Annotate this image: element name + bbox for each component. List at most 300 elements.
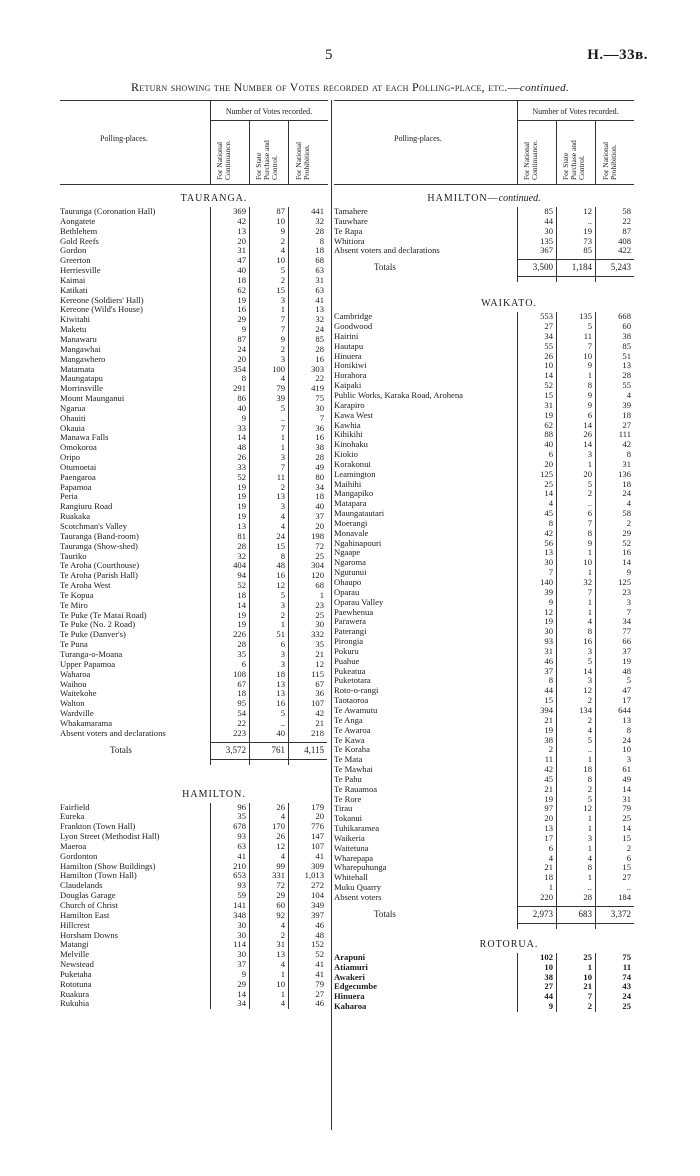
polling-place-name: Te Koraha bbox=[334, 744, 370, 755]
votes-state-purchase: 3 bbox=[280, 658, 285, 669]
votes-continuance: 39 bbox=[544, 586, 553, 597]
votes-prohibition: 21 bbox=[315, 648, 324, 659]
votes-state-purchase: 5 bbox=[587, 734, 592, 745]
votes-prohibition: 272 bbox=[311, 880, 324, 891]
votes-prohibition: 309 bbox=[311, 860, 324, 871]
votes-continuance: 26 bbox=[544, 350, 553, 361]
votes-prohibition: 32 bbox=[315, 314, 324, 325]
column-rule bbox=[249, 207, 250, 765]
votes-prohibition: 152 bbox=[311, 939, 324, 950]
votes-continuance: 44 bbox=[544, 991, 553, 1002]
polling-place-name: Hautapu bbox=[334, 340, 364, 351]
votes-prohibition: 3 bbox=[626, 754, 631, 765]
column-rule bbox=[595, 953, 596, 1012]
polling-place-name: Parawera bbox=[334, 616, 366, 627]
votes-continuance: 19 bbox=[544, 409, 553, 420]
votes-prohibition: 408 bbox=[618, 235, 631, 246]
votes-continuance: 7 bbox=[548, 567, 553, 578]
polling-place-name: Matangi bbox=[60, 939, 89, 950]
votes-recorded-heading: Number of Votes recorded. bbox=[210, 107, 328, 121]
votes-state-purchase: 72 bbox=[276, 880, 285, 891]
votes-prohibition: 14 bbox=[622, 783, 631, 794]
votes-state-purchase: 2 bbox=[280, 235, 285, 246]
polling-place-name: Cambridge bbox=[334, 311, 373, 322]
votes-prohibition: 58 bbox=[622, 508, 631, 519]
votes-continuance: 52 bbox=[237, 580, 246, 591]
votes-state-purchase: 7 bbox=[587, 517, 592, 528]
votes-prohibition: 55 bbox=[622, 380, 631, 391]
polling-place-name: Paengaroa bbox=[60, 471, 96, 482]
votes-prohibition: 15 bbox=[622, 862, 631, 873]
votes-state-purchase: 6 bbox=[280, 639, 285, 650]
votes-prohibition: 36 bbox=[315, 688, 324, 699]
votes-prohibition: 16 bbox=[315, 353, 324, 364]
heading-state-purchase-right: For State Purchase and Control. bbox=[561, 140, 586, 180]
votes-continuance: 37 bbox=[544, 665, 553, 676]
total-continuance: 2,973 bbox=[532, 908, 553, 919]
polling-place-name: Moerangi bbox=[334, 517, 368, 528]
votes-continuance: 38 bbox=[544, 734, 553, 745]
hamilton-rows bbox=[60, 803, 328, 1010]
polling-place-name: Maungatautari bbox=[334, 508, 385, 519]
votes-continuance: 6 bbox=[548, 449, 553, 460]
votes-prohibition: 18 bbox=[315, 245, 324, 256]
votes-state-purchase: 1 bbox=[280, 304, 285, 315]
totals-label: Totals bbox=[110, 744, 132, 755]
hamilton_cont-rows bbox=[334, 207, 634, 256]
votes-continuance: 9 bbox=[241, 412, 246, 423]
polling-place-name: Public Works, Karaka Road, Arohena bbox=[334, 389, 463, 400]
polling-place-name: Herriesville bbox=[60, 265, 101, 276]
votes-continuance: 25 bbox=[544, 478, 553, 489]
votes-state-purchase: 9 bbox=[280, 333, 285, 344]
polling-place-name: Waharoa bbox=[60, 668, 91, 679]
votes-prohibition: 397 bbox=[311, 909, 324, 920]
votes-state-purchase: 31 bbox=[276, 939, 285, 950]
votes-prohibition: 20 bbox=[315, 521, 324, 531]
tauranga-rows bbox=[60, 207, 328, 739]
votes-continuance: 38 bbox=[544, 971, 553, 982]
votes-prohibition: 1 bbox=[319, 589, 324, 600]
votes-state-purchase: 5 bbox=[587, 321, 592, 332]
votes-continuance: 678 bbox=[233, 821, 246, 832]
polling-place-name: Absent voters and declarations bbox=[334, 245, 440, 256]
polling-place-name: Waitekohe bbox=[60, 688, 97, 699]
votes-state-purchase: 8 bbox=[280, 550, 285, 561]
column-rule bbox=[249, 803, 250, 1010]
votes-prohibition: 43 bbox=[622, 981, 631, 992]
votes-prohibition: 23 bbox=[315, 599, 324, 610]
votes-state-purchase: 1 bbox=[280, 968, 285, 979]
polling-place-name: Maeroa bbox=[60, 840, 87, 851]
polling-place-name: Manawa Falls bbox=[60, 432, 109, 443]
votes-prohibition: 31 bbox=[622, 458, 631, 469]
votes-continuance: 19 bbox=[544, 724, 553, 735]
votes-continuance: 19 bbox=[237, 491, 246, 502]
votes-state-purchase: 4 bbox=[280, 511, 285, 522]
votes-state-purchase: 4 bbox=[587, 852, 592, 863]
polling-place-name: Maketu bbox=[60, 324, 87, 335]
votes-continuance: 42 bbox=[237, 215, 246, 226]
votes-state-purchase: 5 bbox=[280, 402, 285, 413]
votes-continuance: 223 bbox=[233, 727, 246, 738]
votes-continuance: 102 bbox=[540, 951, 553, 962]
votes-prohibition: 20 bbox=[315, 811, 324, 822]
votes-prohibition: 68 bbox=[315, 255, 324, 266]
votes-state-purchase: 18 bbox=[276, 668, 285, 679]
votes-continuance: 87 bbox=[237, 333, 246, 344]
polling-place-name: Arapuni bbox=[334, 951, 366, 962]
votes-continuance: 34 bbox=[237, 998, 246, 1009]
votes-state-purchase: 1 bbox=[587, 567, 592, 578]
votes-prohibition: 2 bbox=[626, 517, 631, 528]
votes-prohibition: 27 bbox=[622, 419, 631, 430]
votes-prohibition: 74 bbox=[622, 971, 631, 982]
polling-place-name: Edgecumbe bbox=[334, 981, 377, 992]
votes-prohibition: 18 bbox=[622, 409, 631, 420]
votes-state-purchase: 9 bbox=[587, 360, 592, 371]
votes-continuance: 14 bbox=[544, 370, 553, 381]
votes-continuance: 13 bbox=[544, 823, 553, 834]
votes-state-purchase: 13 bbox=[276, 949, 285, 960]
votes-state-purchase: 10 bbox=[276, 978, 285, 989]
votes-state-purchase: 2 bbox=[280, 343, 285, 354]
column-rule bbox=[595, 312, 596, 929]
polling-place-name: Upper Papamoa bbox=[60, 658, 116, 669]
polling-place-name: Absent voters bbox=[334, 892, 382, 902]
polling-place-name: Horahora bbox=[334, 370, 367, 381]
polling-place-name: Te Puna bbox=[60, 639, 88, 650]
votes-continuance: 653 bbox=[233, 870, 246, 881]
votes-prohibition: 4 bbox=[626, 498, 631, 509]
votes-continuance: 86 bbox=[237, 393, 246, 404]
column-rule bbox=[517, 953, 518, 1012]
votes-state-purchase: 4 bbox=[280, 245, 285, 256]
votes-continuance: 14 bbox=[544, 488, 553, 499]
polling-place-name: Kiokio bbox=[334, 449, 358, 460]
votes-state-purchase: 1 bbox=[280, 988, 285, 999]
votes-state-purchase: 3 bbox=[587, 449, 592, 460]
votes-state-purchase: 1 bbox=[587, 458, 592, 469]
polling-place-name: Kawhia bbox=[334, 419, 361, 430]
polling-place-name: Frankton (Town Hall) bbox=[60, 821, 136, 832]
votes-prohibition: 60 bbox=[622, 321, 631, 332]
votes-recorded-heading-right: Number of Votes recorded. bbox=[517, 107, 634, 121]
votes-state-purchase: 16 bbox=[276, 570, 285, 581]
polling-place-name: Te Puke (Te Matai Road) bbox=[60, 609, 147, 620]
waikato-section bbox=[334, 296, 634, 925]
votes-continuance: 210 bbox=[233, 860, 246, 871]
votes-state-purchase: 4 bbox=[280, 959, 285, 970]
votes-state-purchase: 1 bbox=[587, 823, 592, 834]
polling-place-name: Kinohaku bbox=[334, 439, 368, 450]
votes-continuance: 35 bbox=[237, 648, 246, 659]
votes-prohibition: 7 bbox=[626, 606, 631, 617]
votes-prohibition: 85 bbox=[622, 340, 631, 351]
polling-place-name: Ngutunui bbox=[334, 567, 367, 578]
polling-place-name: Lyon Street (Methodist Hall) bbox=[60, 831, 160, 842]
polling-place-name: Te Awamutu bbox=[334, 704, 378, 715]
votes-continuance: 96 bbox=[237, 801, 246, 812]
votes-continuance: 6 bbox=[548, 842, 553, 853]
votes-continuance: 354 bbox=[233, 363, 246, 374]
votes-continuance: 31 bbox=[237, 245, 246, 256]
column-rule bbox=[556, 312, 557, 929]
polling-place-name: Hamilton East bbox=[60, 909, 110, 920]
totals-label: Totals bbox=[374, 908, 396, 919]
votes-state-purchase: 7 bbox=[280, 324, 285, 335]
votes-state-purchase: 4 bbox=[587, 724, 592, 735]
polling-place-name: Te Rapa bbox=[334, 225, 363, 236]
votes-prohibition: 31 bbox=[622, 793, 631, 804]
votes-continuance: 20 bbox=[544, 458, 553, 469]
votes-state-purchase: 7 bbox=[587, 340, 592, 351]
votes-continuance: 54 bbox=[237, 708, 246, 719]
votes-state-purchase: 13 bbox=[276, 491, 285, 502]
polling-place-name: Ngaape bbox=[334, 547, 361, 558]
votes-continuance: 33 bbox=[237, 461, 246, 472]
votes-state-purchase: 20 bbox=[583, 468, 592, 479]
votes-state-purchase: 11 bbox=[276, 471, 285, 482]
votes-state-purchase: 6 bbox=[587, 409, 592, 420]
votes-continuance: 19 bbox=[237, 609, 246, 620]
votes-state-purchase: 3 bbox=[280, 353, 285, 364]
votes-continuance: 8 bbox=[548, 517, 553, 528]
polling-place-name: Omokoroa bbox=[60, 442, 97, 453]
votes-state-purchase: 15 bbox=[276, 284, 285, 295]
votes-continuance: 31 bbox=[544, 645, 553, 656]
votes-continuance: 8 bbox=[241, 373, 246, 384]
votes-state-purchase: 1 bbox=[587, 596, 592, 607]
polling-place-name: Peria bbox=[60, 491, 78, 502]
votes-continuance: 21 bbox=[544, 862, 553, 873]
votes-prohibition: 29 bbox=[622, 527, 631, 538]
votes-prohibition: 49 bbox=[315, 461, 324, 472]
waikato-rows bbox=[334, 312, 634, 903]
votes-state-purchase: 79 bbox=[276, 383, 285, 394]
votes-prohibition: 75 bbox=[622, 951, 631, 962]
polling-place-name: Te Kawa bbox=[334, 734, 365, 745]
total-state-purchase: 683 bbox=[578, 908, 592, 919]
section-title-hamilton-continued: HAMILTON—continued. bbox=[427, 193, 541, 204]
votes-state-purchase: 1 bbox=[587, 813, 592, 824]
votes-state-purchase: 73 bbox=[583, 235, 592, 246]
votes-continuance: 30 bbox=[237, 929, 246, 940]
votes-prohibition: 85 bbox=[315, 333, 324, 344]
votes-state-purchase: 9 bbox=[280, 225, 285, 236]
votes-state-purchase: 4 bbox=[587, 616, 592, 627]
votes-continuance: 12 bbox=[544, 606, 553, 617]
votes-prohibition: 77 bbox=[622, 626, 631, 637]
votes-prohibition: 12 bbox=[315, 658, 324, 669]
votes-state-purchase: 6 bbox=[587, 508, 592, 519]
polling-place-name: Morrinsville bbox=[60, 383, 103, 394]
votes-continuance: 45 bbox=[544, 508, 553, 519]
polling-place-name: Hinuera bbox=[334, 350, 362, 361]
votes-state-purchase: 2 bbox=[587, 1001, 592, 1012]
votes-prohibition: 24 bbox=[622, 734, 631, 745]
section-title-rotorua: ROTORUA. bbox=[479, 938, 539, 950]
section-title-hamilton: HAMILTON. bbox=[182, 788, 246, 800]
heading-national-prohibition-right: For National Prohibition. bbox=[601, 141, 618, 180]
polling-place-name: Manawaru bbox=[60, 333, 97, 344]
votes-continuance: 9 bbox=[548, 1001, 553, 1012]
votes-state-purchase: 134 bbox=[579, 704, 592, 715]
total-prohibition: 5,243 bbox=[610, 262, 631, 273]
polling-place-name: Ngahinapouri bbox=[334, 537, 382, 548]
votes-state-purchase: 10 bbox=[276, 215, 285, 226]
polling-place-name: Wharepuhunga bbox=[334, 862, 387, 873]
polling-place-name: Mangapiko bbox=[334, 488, 374, 499]
polling-place-name: Ohauiti bbox=[60, 412, 86, 423]
column-rule bbox=[556, 953, 557, 1012]
votes-prohibition: 63 bbox=[315, 284, 324, 295]
votes-continuance: 28 bbox=[237, 540, 246, 551]
votes-state-purchase: 4 bbox=[280, 521, 285, 531]
votes-state-purchase: 1 bbox=[280, 442, 285, 453]
votes-state-purchase: .. bbox=[280, 717, 285, 728]
votes-state-purchase: 51 bbox=[276, 629, 285, 640]
polling-place-name: Bethlehem bbox=[60, 225, 98, 236]
votes-prohibition: 42 bbox=[315, 708, 324, 719]
votes-prohibition: 40 bbox=[315, 501, 324, 512]
title-main: Return showing the Number of Votes recorded at each Polling-place, etc.— bbox=[130, 80, 520, 94]
votes-continuance: 348 bbox=[233, 909, 246, 920]
votes-state-purchase: 1 bbox=[587, 754, 592, 765]
votes-continuance: 18 bbox=[237, 688, 246, 699]
votes-continuance: 291 bbox=[233, 383, 246, 394]
totals-row bbox=[334, 903, 634, 925]
votes-prohibition: 36 bbox=[315, 422, 324, 433]
votes-state-purchase: .. bbox=[587, 882, 592, 893]
votes-continuance: 97 bbox=[544, 803, 553, 814]
votes-prohibition: 349 bbox=[311, 900, 324, 910]
votes-prohibition: 24 bbox=[622, 991, 631, 1002]
votes-prohibition: 48 bbox=[622, 665, 631, 676]
votes-state-purchase: 2 bbox=[280, 609, 285, 620]
votes-continuance: 27 bbox=[544, 321, 553, 332]
votes-continuance: 94 bbox=[237, 570, 246, 581]
totals-row bbox=[60, 739, 328, 761]
votes-prohibition: 75 bbox=[315, 393, 324, 404]
votes-prohibition: 52 bbox=[622, 537, 631, 548]
votes-prohibition: 19 bbox=[622, 655, 631, 666]
votes-continuance: 56 bbox=[544, 537, 553, 548]
polling-place-name: Te Awaroa bbox=[334, 724, 371, 735]
votes-prohibition: 107 bbox=[311, 698, 324, 709]
votes-prohibition: 37 bbox=[622, 645, 631, 656]
polling-place-name: Tauriko bbox=[60, 550, 87, 561]
votes-prohibition: 46 bbox=[315, 919, 324, 930]
column-rule bbox=[517, 312, 518, 929]
heading-national-continuance-right: For National Continuance. bbox=[522, 140, 539, 180]
votes-prohibition: 3 bbox=[626, 596, 631, 607]
votes-state-purchase: 26 bbox=[583, 429, 592, 440]
polling-place-name: Tirau bbox=[334, 803, 353, 814]
votes-state-purchase: 21 bbox=[583, 981, 592, 992]
votes-state-purchase: 5 bbox=[280, 589, 285, 600]
votes-prohibition: 32 bbox=[315, 215, 324, 226]
votes-continuance: 18 bbox=[237, 274, 246, 285]
votes-prohibition: 115 bbox=[311, 668, 324, 679]
votes-continuance: 141 bbox=[233, 900, 246, 910]
polling-place-name: Kihikihi bbox=[334, 429, 363, 440]
votes-continuance: 81 bbox=[237, 530, 246, 541]
votes-prohibition: 107 bbox=[311, 840, 324, 851]
votes-prohibition: 72 bbox=[315, 540, 324, 551]
heading-state-purchase: For State Purchase and Control. bbox=[254, 140, 279, 180]
votes-prohibition: 68 bbox=[315, 580, 324, 591]
votes-prohibition: 13 bbox=[622, 360, 631, 371]
votes-state-purchase: 9 bbox=[587, 399, 592, 410]
total-continuance: 3,572 bbox=[225, 744, 246, 755]
votes-continuance: 14 bbox=[237, 432, 246, 443]
votes-state-purchase: 2 bbox=[280, 274, 285, 285]
votes-prohibition: 38 bbox=[622, 330, 631, 341]
totals-label: Totals bbox=[374, 262, 396, 273]
votes-continuance: 19 bbox=[237, 481, 246, 492]
votes-continuance: 30 bbox=[544, 557, 553, 568]
votes-continuance: 40 bbox=[237, 402, 246, 413]
votes-state-purchase: 170 bbox=[272, 821, 285, 832]
votes-state-purchase: 60 bbox=[276, 900, 285, 910]
heading-national-continuance: For National Continuance. bbox=[215, 140, 232, 180]
polling-place-name: Te Mawhai bbox=[334, 764, 373, 775]
votes-state-purchase: 2 bbox=[587, 695, 592, 706]
votes-state-purchase: 1 bbox=[587, 842, 592, 853]
polling-place-name: Te Aroha West bbox=[60, 580, 111, 591]
votes-prohibition: 10 bbox=[622, 744, 631, 755]
polling-place-name: Otumoetai bbox=[60, 461, 97, 472]
votes-prohibition: 25 bbox=[315, 550, 324, 561]
polling-place-name: Tauranga (Show-shed) bbox=[60, 540, 138, 551]
polling-place-name: Rukuhia bbox=[60, 998, 90, 1009]
votes-prohibition: 39 bbox=[622, 399, 631, 410]
heading-national-prohibition: For National Prohibition. bbox=[294, 141, 311, 180]
votes-prohibition: 184 bbox=[618, 892, 631, 902]
votes-state-purchase: 2 bbox=[587, 714, 592, 725]
votes-prohibition: 48 bbox=[315, 929, 324, 940]
totals-row bbox=[334, 256, 634, 278]
polling-place-name: Oripo bbox=[60, 452, 81, 463]
votes-prohibition: 1,013 bbox=[304, 870, 324, 881]
votes-continuance: 47 bbox=[237, 255, 246, 266]
polling-place-name: Tauranga (Coronation Hall) bbox=[60, 206, 156, 216]
votes-prohibition: 14 bbox=[622, 557, 631, 568]
polling-place-name: Tamahere bbox=[334, 206, 368, 216]
polling-place-name: Leamington bbox=[334, 468, 376, 479]
polling-place-name: Church of Christ bbox=[60, 900, 118, 910]
hamilton-section bbox=[60, 787, 328, 1010]
votes-continuance: 369 bbox=[233, 206, 246, 216]
polling-place-name: Te Miro bbox=[60, 599, 88, 610]
polling-place-name: Te Anga bbox=[334, 714, 363, 725]
votes-prohibition: 41 bbox=[315, 294, 324, 305]
votes-prohibition: 4 bbox=[626, 389, 631, 400]
votes-prohibition: 668 bbox=[618, 311, 631, 322]
polling-place-name: Pirongia bbox=[334, 636, 364, 647]
total-prohibition: 4,115 bbox=[304, 744, 324, 755]
polling-place-name: Okauia bbox=[60, 422, 85, 433]
votes-continuance: 20 bbox=[237, 235, 246, 246]
votes-continuance: 44 bbox=[544, 685, 553, 696]
votes-prohibition: 18 bbox=[622, 478, 631, 489]
votes-prohibition: 2 bbox=[626, 842, 631, 853]
votes-state-purchase: 9 bbox=[587, 389, 592, 400]
polling-place-name: Tauranga (Band-room) bbox=[60, 530, 139, 541]
polling-places-heading: Polling-places. bbox=[100, 134, 148, 143]
votes-continuance: 1 bbox=[548, 882, 553, 893]
